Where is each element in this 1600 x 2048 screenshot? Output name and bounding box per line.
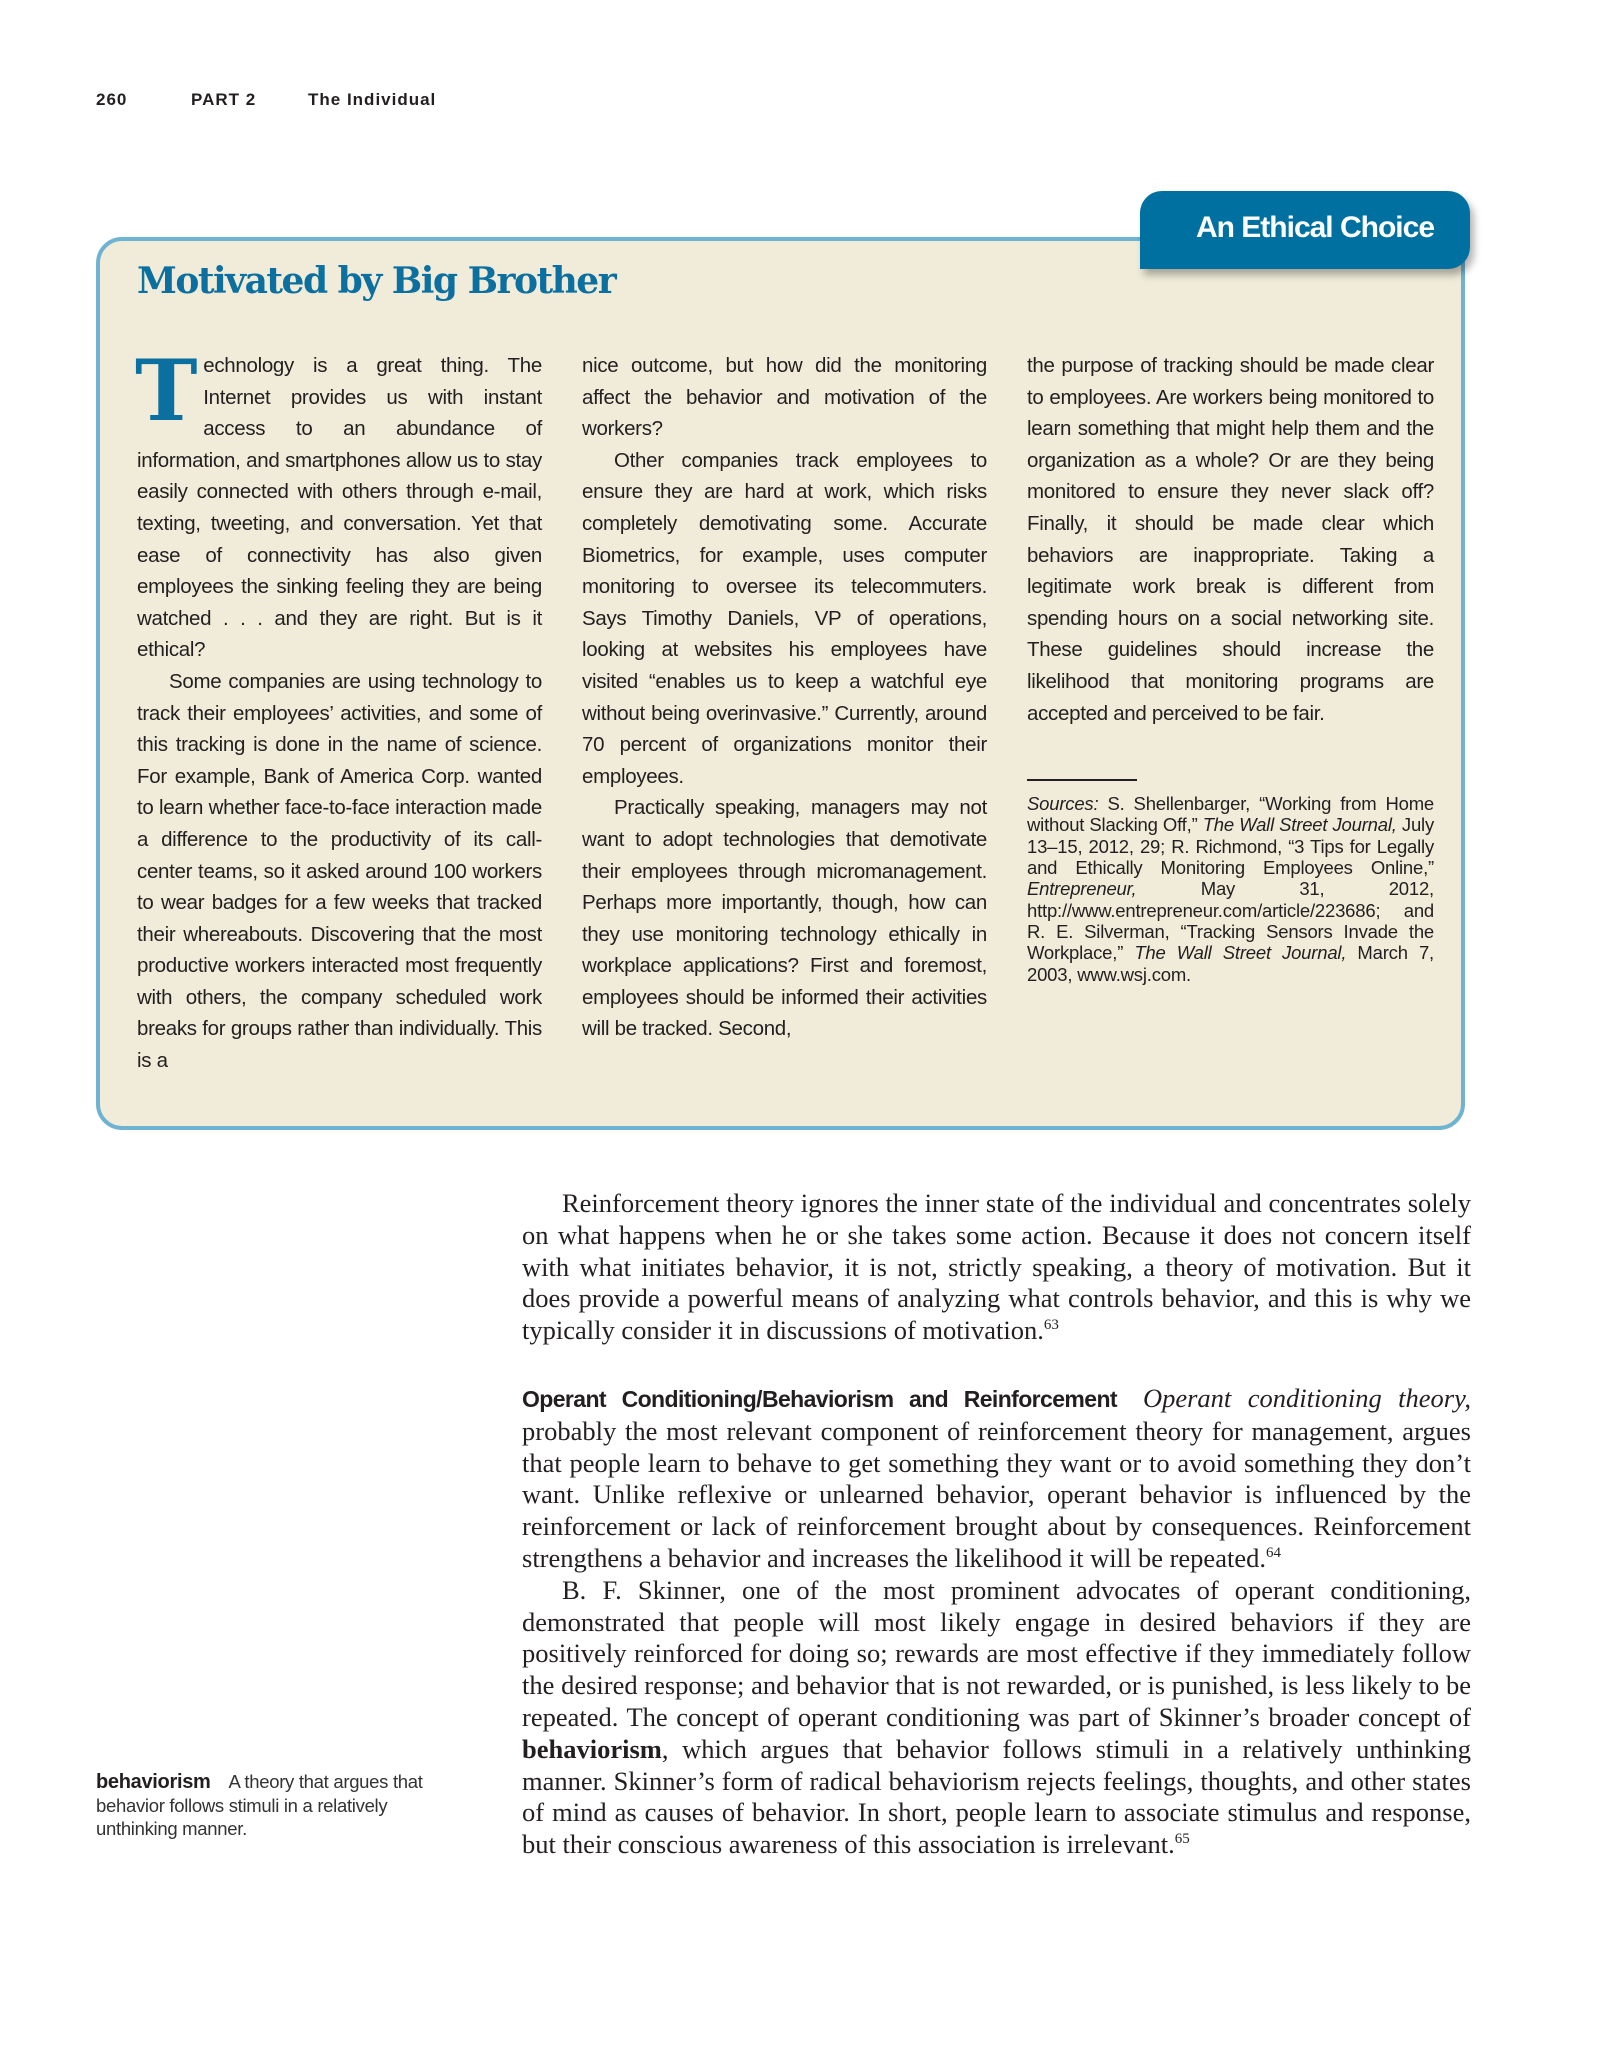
paragraph: the purpose of tracking should be made clear to employees. Are workers being monitored to learn something that might help them and the organization as a whole? Or are they being monitored to ensure they never slack off? Finally, it should be made clear which behaviors are inappropriate. Taking a legitimate work break is different from spending hours on a social networking site. These guidelines should increase the likelihood that monitoring programs are accepted and perceived to be fair. [1027,354,1434,725]
main-text [522,1188,1471,1861]
source-text: March 7, 2003, www.wsj.com. [1027,942,1435,985]
key-term: Operant conditioning theory, [1142,1382,1471,1413]
sources-divider [1027,779,1137,781]
source-text: S. Shellenbarger, “Working from Home without Slacking Off,” [1027,793,1434,836]
source-text: July 13–15, 2012, 29; R. Richmond, “3 Tips for Legally and Ethically Monitoring Employees Online,” [1027,814,1434,879]
part-label: PART 2 [191,90,257,109]
page-number: 260 [96,90,128,109]
margin-glossary [96,1770,446,1840]
footnote-ref: 64 [1265,1545,1281,1562]
paragraph: nice outcome, but how did the monitoring affect the behavior and motivation of the workers? [582,354,987,441]
glossary-definition: A theory that argues that behavior follows stimuli in a relatively unthinking manner. [96,1771,423,1839]
paragraph: Reinforcement theory ignores the inner state of the individual and concentrates solely on what happens when he or she takes some action. Because it does not concern itself with what initiates behavior, it is not, strictly speaking, a theory of motivation. But it does provide a powerful means of analyzing what controls behavior, and this is why we typically consider it in discussions of motivation.$^{63}$ [522,1188,1471,1346]
box-column-2 [582,350,987,1045]
section-title: The Individual [308,90,437,109]
paragraph: Other companies track employees to ensure they are hard at work, which risks completely demotivating some. Accurate Biometrics, for example, uses computer monitoring to oversee its telecommuters. Says Timothy Daniels, VP of operations, looking at websites his employees have visited “enables us to keep a watchful eye without being overinvasive.” Currently, around 70 percent of organizations monitor their employees. [582,448,987,788]
sources-label: Sources: [1027,793,1099,815]
box-column-1 [135,341,542,1077]
paragraph: B. F. Skinner, one of the most prominent advocates of operant conditioning, demonstrated that people will most likely engage in desired behaviors if they are positively reinforced for doing so; rewards are most effective if they immediately follow the desired response; and behavior that is not rewarded, or is punished, is less likely to be repeated. The concept of operant conditioning was part of Skinner’s broader concept of behaviorism, which argues that behavior follows stimuli in a relatively unthinking manner. Skinner’s form of radical behaviorism rejects feelings, thoughts, and other states of mind as causes of behavior. In short, people learn to associate stimulus and response, but their conscious awareness of this association is irrelevant.$^{65}$ [522,1574,1471,1860]
source-text: May 31, 2012, http://www.entrepreneur.com/article/223686; and R. E. Silverman, “Tracking Sensors Invade the Workplace,” [1027,878,1434,964]
paragraph: Practically speaking, managers may not want to adopt technologies that demotivate their employees through micromanagement. Perhaps more importantly, though, how can they use monitoring technology ethically in workplace applications? First and foremost, employees should be informed their activities will be tracked. Second, [582,796,987,1041]
source-pub: The Wall Street Journal, [1202,814,1397,836]
box-title: Motivated by Big Brother [137,260,616,302]
section-heading: Operant Conditioning/Behaviorism and Reinforcement [522,1385,1117,1412]
paragraph: Operant Conditioning/Behaviorism and Reinforcement Operant conditioning theory, probably the most relevant component of reinforcement theory for management, argues that people learn to behave to get something they want or to avoid something they don’t want. Unlike reflexive or unlearned behavior, operant behavior is influenced by the reinforcement or lack of reinforcement brought about by consequences. Reinforcement strengthens a behavior and increases the likelihood it will be repeated.$^{64}$ [522,1382,1471,1573]
ethical-choice-tab: An Ethical Choice [1140,191,1470,269]
drop-cap: T [135,341,198,440]
footnote-ref: 63 [1043,1317,1059,1334]
paragraph: echnology is a great thing. The Internet provides us with instant access to an abundance of information, and smartphones allow us to stay easily connected with others through e-mail, texting, tweeting, and conversation. Yet that ease of connectivity has also given employees the sinking feeling they are being watched . . . and they are right. But is it ethical? [137,354,542,662]
key-term: behaviorism [522,1733,662,1764]
footnote-ref: 65 [1174,1831,1190,1848]
source-pub: Entrepreneur, [1027,878,1137,900]
sources [1027,793,1434,985]
glossary-term: behaviorism [96,1771,211,1793]
box-column-3 [1027,350,1434,985]
source-pub: The Wall Street Journal, [1134,942,1347,964]
paragraph: Some companies are using technology to track their employees’ activities, and some of this tracking is done in the name of science. For example, Bank of America Corp. wanted to learn whether face-to-face interaction made a difference to the productivity of its call-center teams, so it asked around 100 workers to wear badges for a few weeks that tracked their whereabouts. Discovering that the most productive workers interacted most frequently with others, the company scheduled work breaks for groups rather than individually. This is a [137,669,542,1073]
